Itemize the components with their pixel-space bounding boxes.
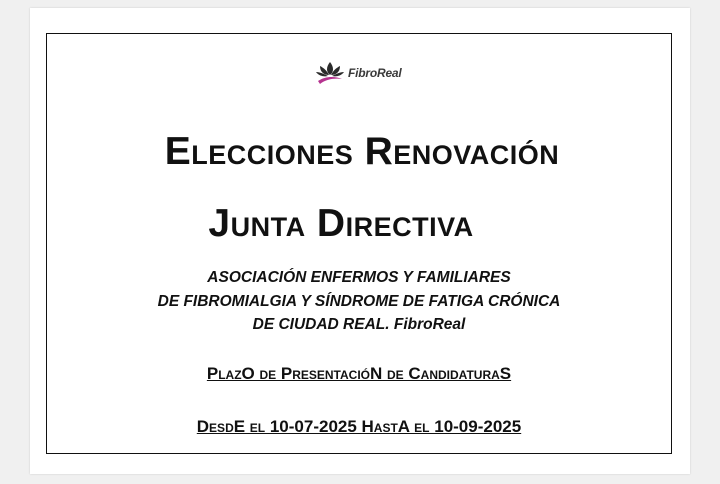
- document-border: [46, 33, 672, 454]
- association-line-1: ASOCIACIÓN ENFERMOS Y FAMILIARES: [207, 269, 511, 286]
- fibroreal-logo: [315, 60, 402, 86]
- association-line-3: DE CIUDAD REAL. FibroReal: [252, 316, 466, 333]
- lotus-flower-icon: [315, 60, 345, 86]
- logo-text: FibroReal: [348, 66, 402, 80]
- main-title-line-2: Junta Directiva: [208, 202, 474, 245]
- main-title-line-1: Elecciones Renovación: [164, 130, 560, 173]
- deadline-label: PlazO de PresentacióN de CandidaturaS: [206, 364, 512, 383]
- association-line-2: DE FIBROMIALGIA Y SÍNDROME DE FATIGA CRÓNICA: [157, 292, 561, 310]
- deadline-range: DesdE el 10-07-2025 HastA el 10-09-2025: [196, 417, 522, 436]
- document-page: [30, 8, 690, 474]
- association-name: [47, 266, 671, 337]
